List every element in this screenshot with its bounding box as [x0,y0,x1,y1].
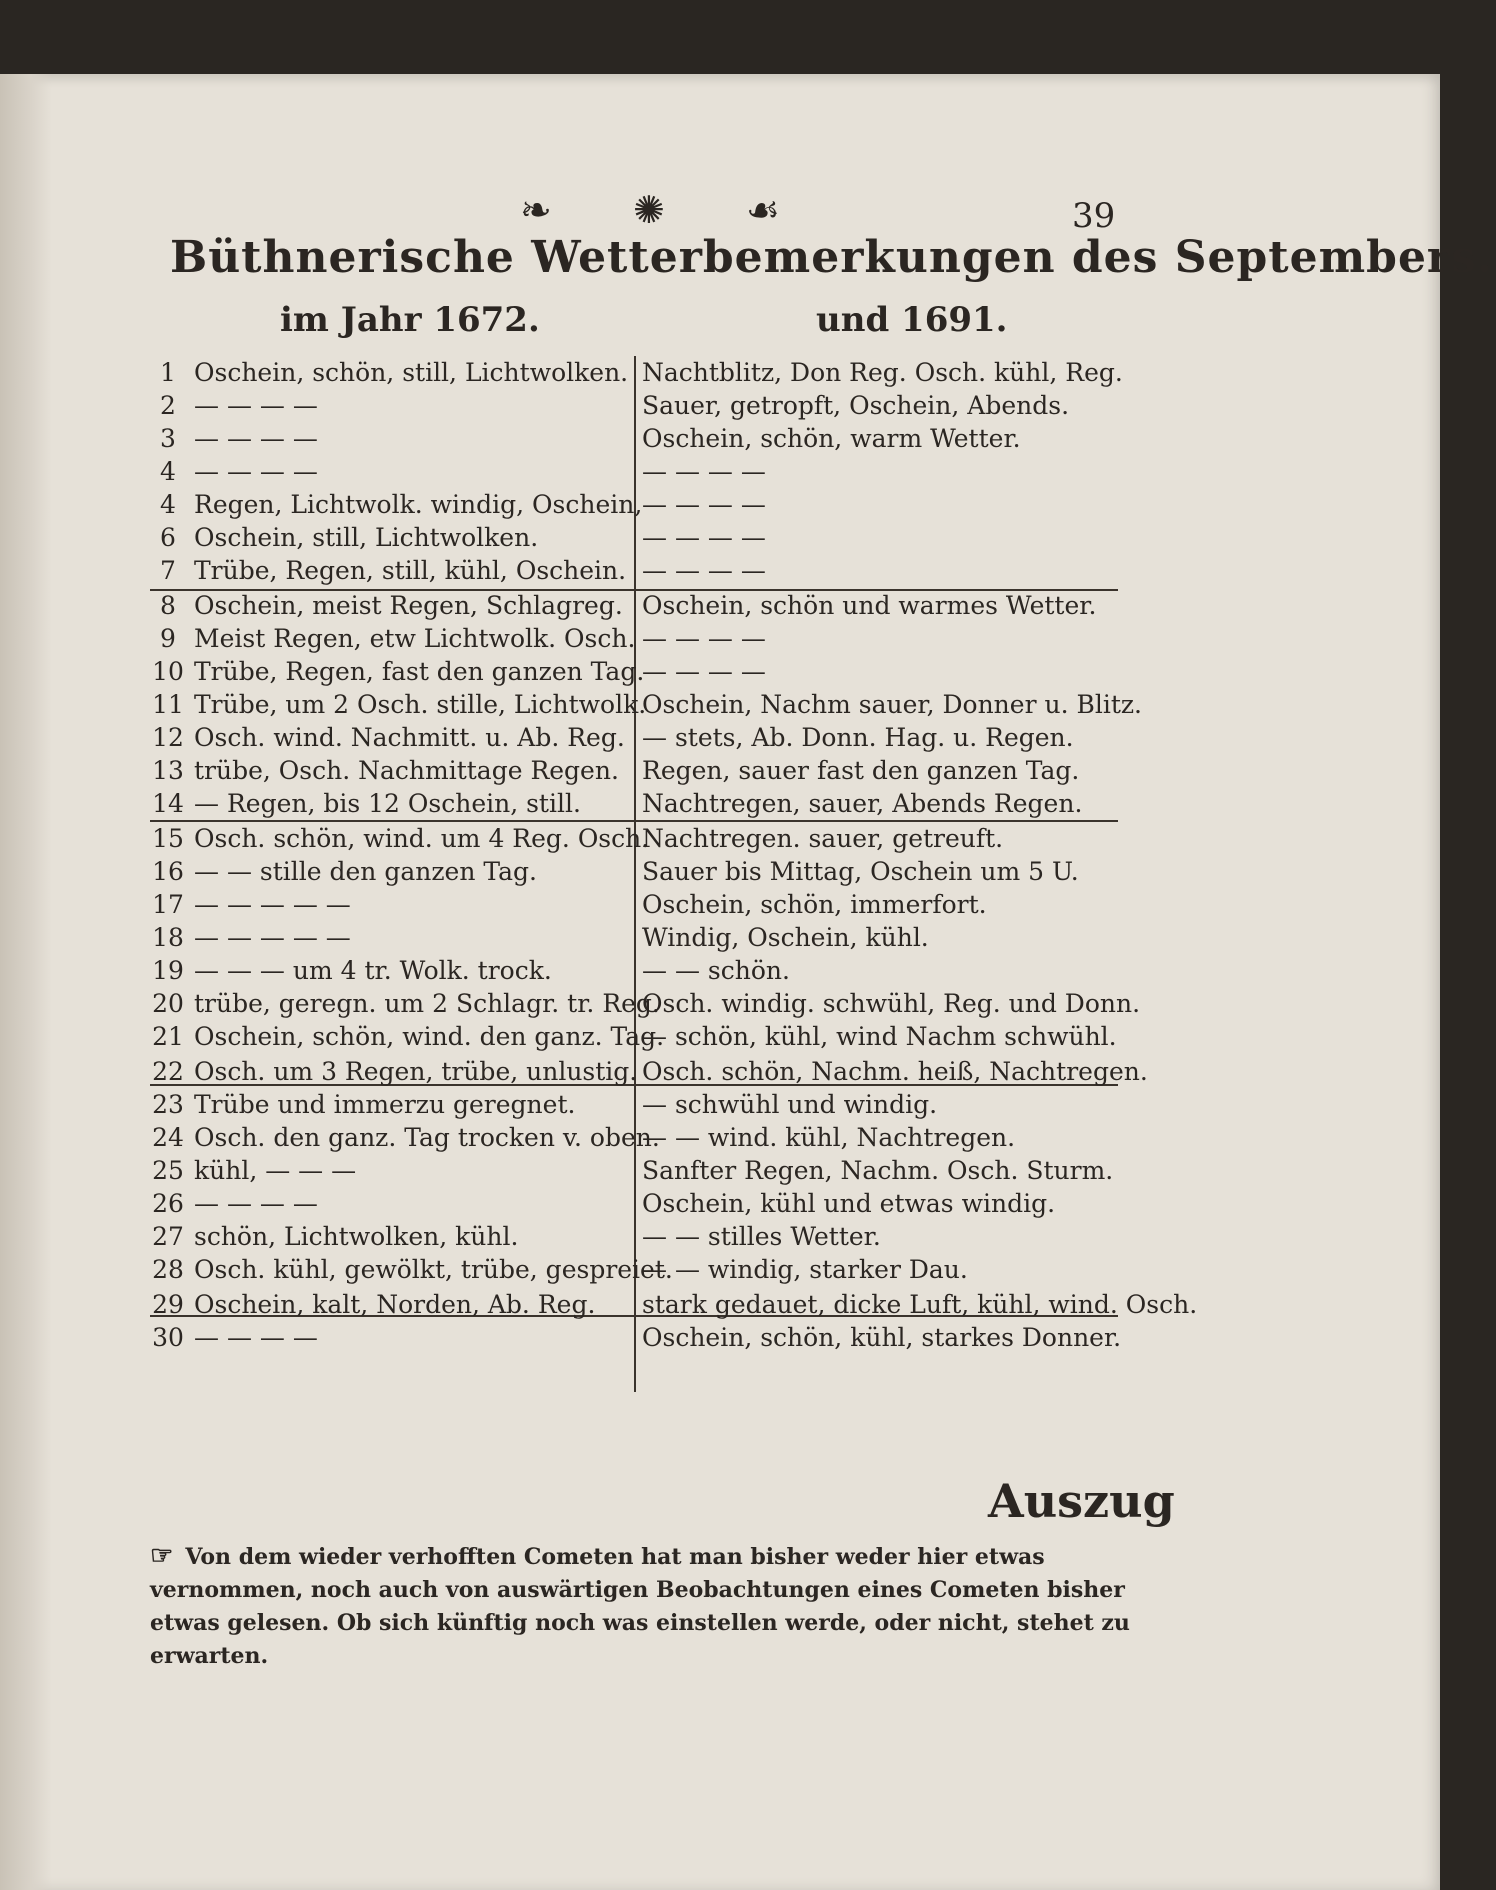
table-row [150,721,1140,754]
table-row [150,688,1140,721]
weather-1672-cell: — — — — — [194,890,351,919]
table-row [150,921,1140,954]
table-row [150,589,1140,622]
weather-1672-cell: schön, Lichtwolken, kühl. [194,1222,519,1251]
table-row [150,822,1140,855]
weather-1672-cell: Osch. den ganz. Tag trocken v. oben. [194,1123,660,1152]
table-row [150,754,1140,787]
weather-1672-cell: Oschein, kalt, Norden, Ab. Reg. [194,1290,596,1319]
weather-1691-cell: — — — — [642,457,766,486]
day-number: 1 [160,358,176,387]
page-number: 39 [1072,196,1116,236]
weather-1691-cell: — — — — [642,624,766,653]
weather-1691-cell: — stets, Ab. Donn. Hag. u. Regen. [642,723,1074,752]
day-number: 7 [160,556,176,585]
weather-1672-cell: Oschein, meist Regen, Schlagreg. [194,591,623,620]
day-number: 23 [152,1090,184,1119]
book-spine-shadow [0,74,52,1890]
weather-1691-cell: — — — — [642,523,766,552]
rosette-icon: ✺ [632,188,665,232]
table-row [150,787,1140,820]
weather-1672-cell: — Regen, bis 12 Oschein, still. [194,789,581,818]
weather-table [150,356,1198,1354]
auszug-heading: Auszug [988,1474,1175,1528]
weather-1672-cell: — — — — [194,424,318,453]
year-1672-heading: im Jahr 1672. [280,300,540,340]
day-number: 26 [152,1189,184,1218]
day-number: 24 [152,1123,184,1152]
weather-1691-cell: Oschein, schön und warmes Wetter. [642,591,1097,620]
weather-1672-cell: Oschein, schön, wind. den ganz. Tag. [194,1022,665,1051]
day-number: 19 [152,956,184,985]
day-number: 25 [152,1156,184,1185]
weather-1691-cell: Oschein, schön, warm Wetter. [642,424,1021,453]
weather-1672-cell: Trübe, Regen, fast den ganzen Tag. [194,657,645,686]
weather-1691-cell: Osch. schön, Nachm. heiß, Nachtregen. [642,1057,1148,1086]
day-number: 20 [152,989,184,1018]
table-row [150,1088,1140,1121]
day-number: 4 [160,490,176,519]
fleuron-left-icon: ❧ [520,188,552,232]
weather-1672-cell: Oschein, still, Lichtwolken. [194,523,539,552]
day-number: 3 [160,424,176,453]
day-number: 21 [152,1022,184,1051]
day-number: 6 [160,523,176,552]
day-number: 28 [152,1255,184,1284]
table-row [150,1220,1140,1253]
weather-1672-cell: — — — um 4 tr. Wolk. trock. [194,956,552,985]
weather-1672-cell: Trübe und immerzu geregnet. [194,1090,576,1119]
weather-1691-cell: — — wind. kühl, Nachtregen. [642,1123,1016,1152]
table-row [150,455,1140,488]
weather-1672-cell: Osch. wind. Nachmitt. u. Ab. Reg. [194,723,625,752]
weather-1691-cell: Oschein, schön, immerfort. [642,890,987,919]
weather-1672-cell: Osch. kühl, gewölkt, trübe, gespreiet. [194,1255,673,1284]
weather-1691-cell: Oschein, Nachm sauer, Donner u. Blitz. [642,690,1142,719]
weather-1672-cell: — — — — [194,391,318,420]
day-number: 29 [152,1290,184,1319]
weather-1691-cell: Sauer bis Mittag, Oschein um 5 U. [642,857,1079,886]
weather-1691-cell: Oschein, schön, kühl, starkes Donner. [642,1323,1122,1352]
table-row [150,1321,1140,1354]
day-number: 16 [152,857,184,886]
day-number: 30 [152,1323,184,1352]
weather-1672-cell: Meist Regen, etw Lichtwolk. Osch. [194,624,636,653]
table-row [150,622,1140,655]
day-number: 17 [152,890,184,919]
weather-1691-cell: — — — — [642,556,766,585]
weather-1691-cell: Oschein, kühl und etwas windig. [642,1189,1056,1218]
day-number: 2 [160,391,176,420]
table-row [150,655,1140,688]
weather-1691-cell: Nachtregen, sauer, Abends Regen. [642,789,1083,818]
day-number: 11 [152,690,184,719]
weather-1691-cell: — — windig, starker Dau. [642,1255,968,1284]
day-number: 18 [152,923,184,952]
weather-1672-cell: Trübe, Regen, still, kühl, Oschein. [194,556,627,585]
table-row [150,954,1140,987]
weather-1691-cell: — schön, kühl, wind Nachm schwühl. [642,1022,1117,1051]
weather-1691-cell: Sauer, getropft, Oschein, Abends. [642,391,1070,420]
table-row [150,1121,1140,1154]
table-row [150,521,1140,554]
weather-1691-cell: Nachtblitz, Don Reg. Osch. kühl, Reg. [642,358,1123,387]
day-number: 8 [160,591,176,620]
pointing-hand-icon: ☞ [150,1541,174,1571]
table-row [150,987,1140,1020]
weather-1691-cell: — — schön. [642,956,790,985]
weather-1691-cell: stark gedauet, dicke Luft, kühl, wind. Osch. [642,1290,1198,1319]
weather-1672-cell: Osch. um 3 Regen, trübe, unlustig. [194,1057,638,1086]
weather-1691-cell: Sanfter Regen, Nachm. Osch. Sturm. [642,1156,1114,1185]
weather-1672-cell: trübe, Osch. Nachmittage Regen. [194,756,619,785]
day-number: 9 [160,624,176,653]
weather-1691-cell: — — stilles Wetter. [642,1222,881,1251]
weather-1672-cell: — — — — [194,457,318,486]
weather-1672-cell: Osch. schön, wind. um 4 Reg. Osch. [194,824,650,853]
table-row [150,855,1140,888]
table-row [150,1020,1140,1053]
day-number: 22 [152,1057,184,1086]
page-title: Büthnerische Wetterbemerkungen des Septembers. [170,232,1494,283]
table-row [150,422,1140,455]
weather-1691-cell: Windig, Oschein, kühl. [642,923,929,952]
table-row [150,1154,1140,1187]
weather-1691-cell: Osch. windig. schwühl, Reg. und Donn. [642,989,1141,1018]
day-number: 4 [160,457,176,486]
auszug-note [150,1540,1140,1673]
weather-1672-cell: — — — — — [194,923,351,952]
weather-1672-cell: kühl, — — — [194,1156,357,1185]
table-row [150,554,1140,587]
table-row [150,488,1140,521]
weather-1691-cell: — — — — [642,490,766,519]
day-number: 10 [152,657,184,686]
weather-1691-cell: — — — — [642,657,766,686]
table-row [150,1187,1140,1220]
weather-1691-cell: — schwühl und windig. [642,1090,938,1119]
weather-1672-cell: — — stille den ganzen Tag. [194,857,537,886]
table-row [150,1055,1148,1088]
weather-1672-cell: — — — — [194,1189,318,1218]
weather-1672-cell: trübe, geregn. um 2 Schlagr. tr. Reg. [194,989,660,1018]
day-number: 14 [152,789,184,818]
auszug-text: Von dem wieder verhofften Cometen hat man bisher weder hier etwas vernommen, noch auch von auswärtigen Beobachtungen eines Cometen bisher etwas gelesen. Ob sich künftig noch was einstellen werde, oder nicht, stehet zu erwarten. [150,1544,1130,1669]
day-number: 13 [152,756,184,785]
weather-1672-cell: Trübe, um 2 Osch. stille, Lichtwolk. [194,690,647,719]
weather-1672-cell: Regen, Lichtwolk. windig, Oschein, [194,490,643,519]
weather-1672-cell: — — — — [194,1323,318,1352]
day-number: 15 [152,824,184,853]
day-number: 12 [152,723,184,752]
table-row [150,1288,1198,1321]
table-row [150,1253,1140,1286]
weather-1691-cell: Regen, sauer fast den ganzen Tag. [642,756,1080,785]
day-number: 27 [152,1222,184,1251]
weather-1672-cell: Oschein, schön, still, Lichtwolken. [194,358,629,387]
weather-1691-cell: Nachtregen. sauer, getreuft. [642,824,1004,853]
table-row [150,389,1140,422]
table-row [150,356,1140,389]
fleuron-right-icon: ☙ [745,188,780,232]
header-ornament [520,186,780,234]
table-row [150,888,1140,921]
year-1691-heading: und 1691. [816,300,1008,340]
